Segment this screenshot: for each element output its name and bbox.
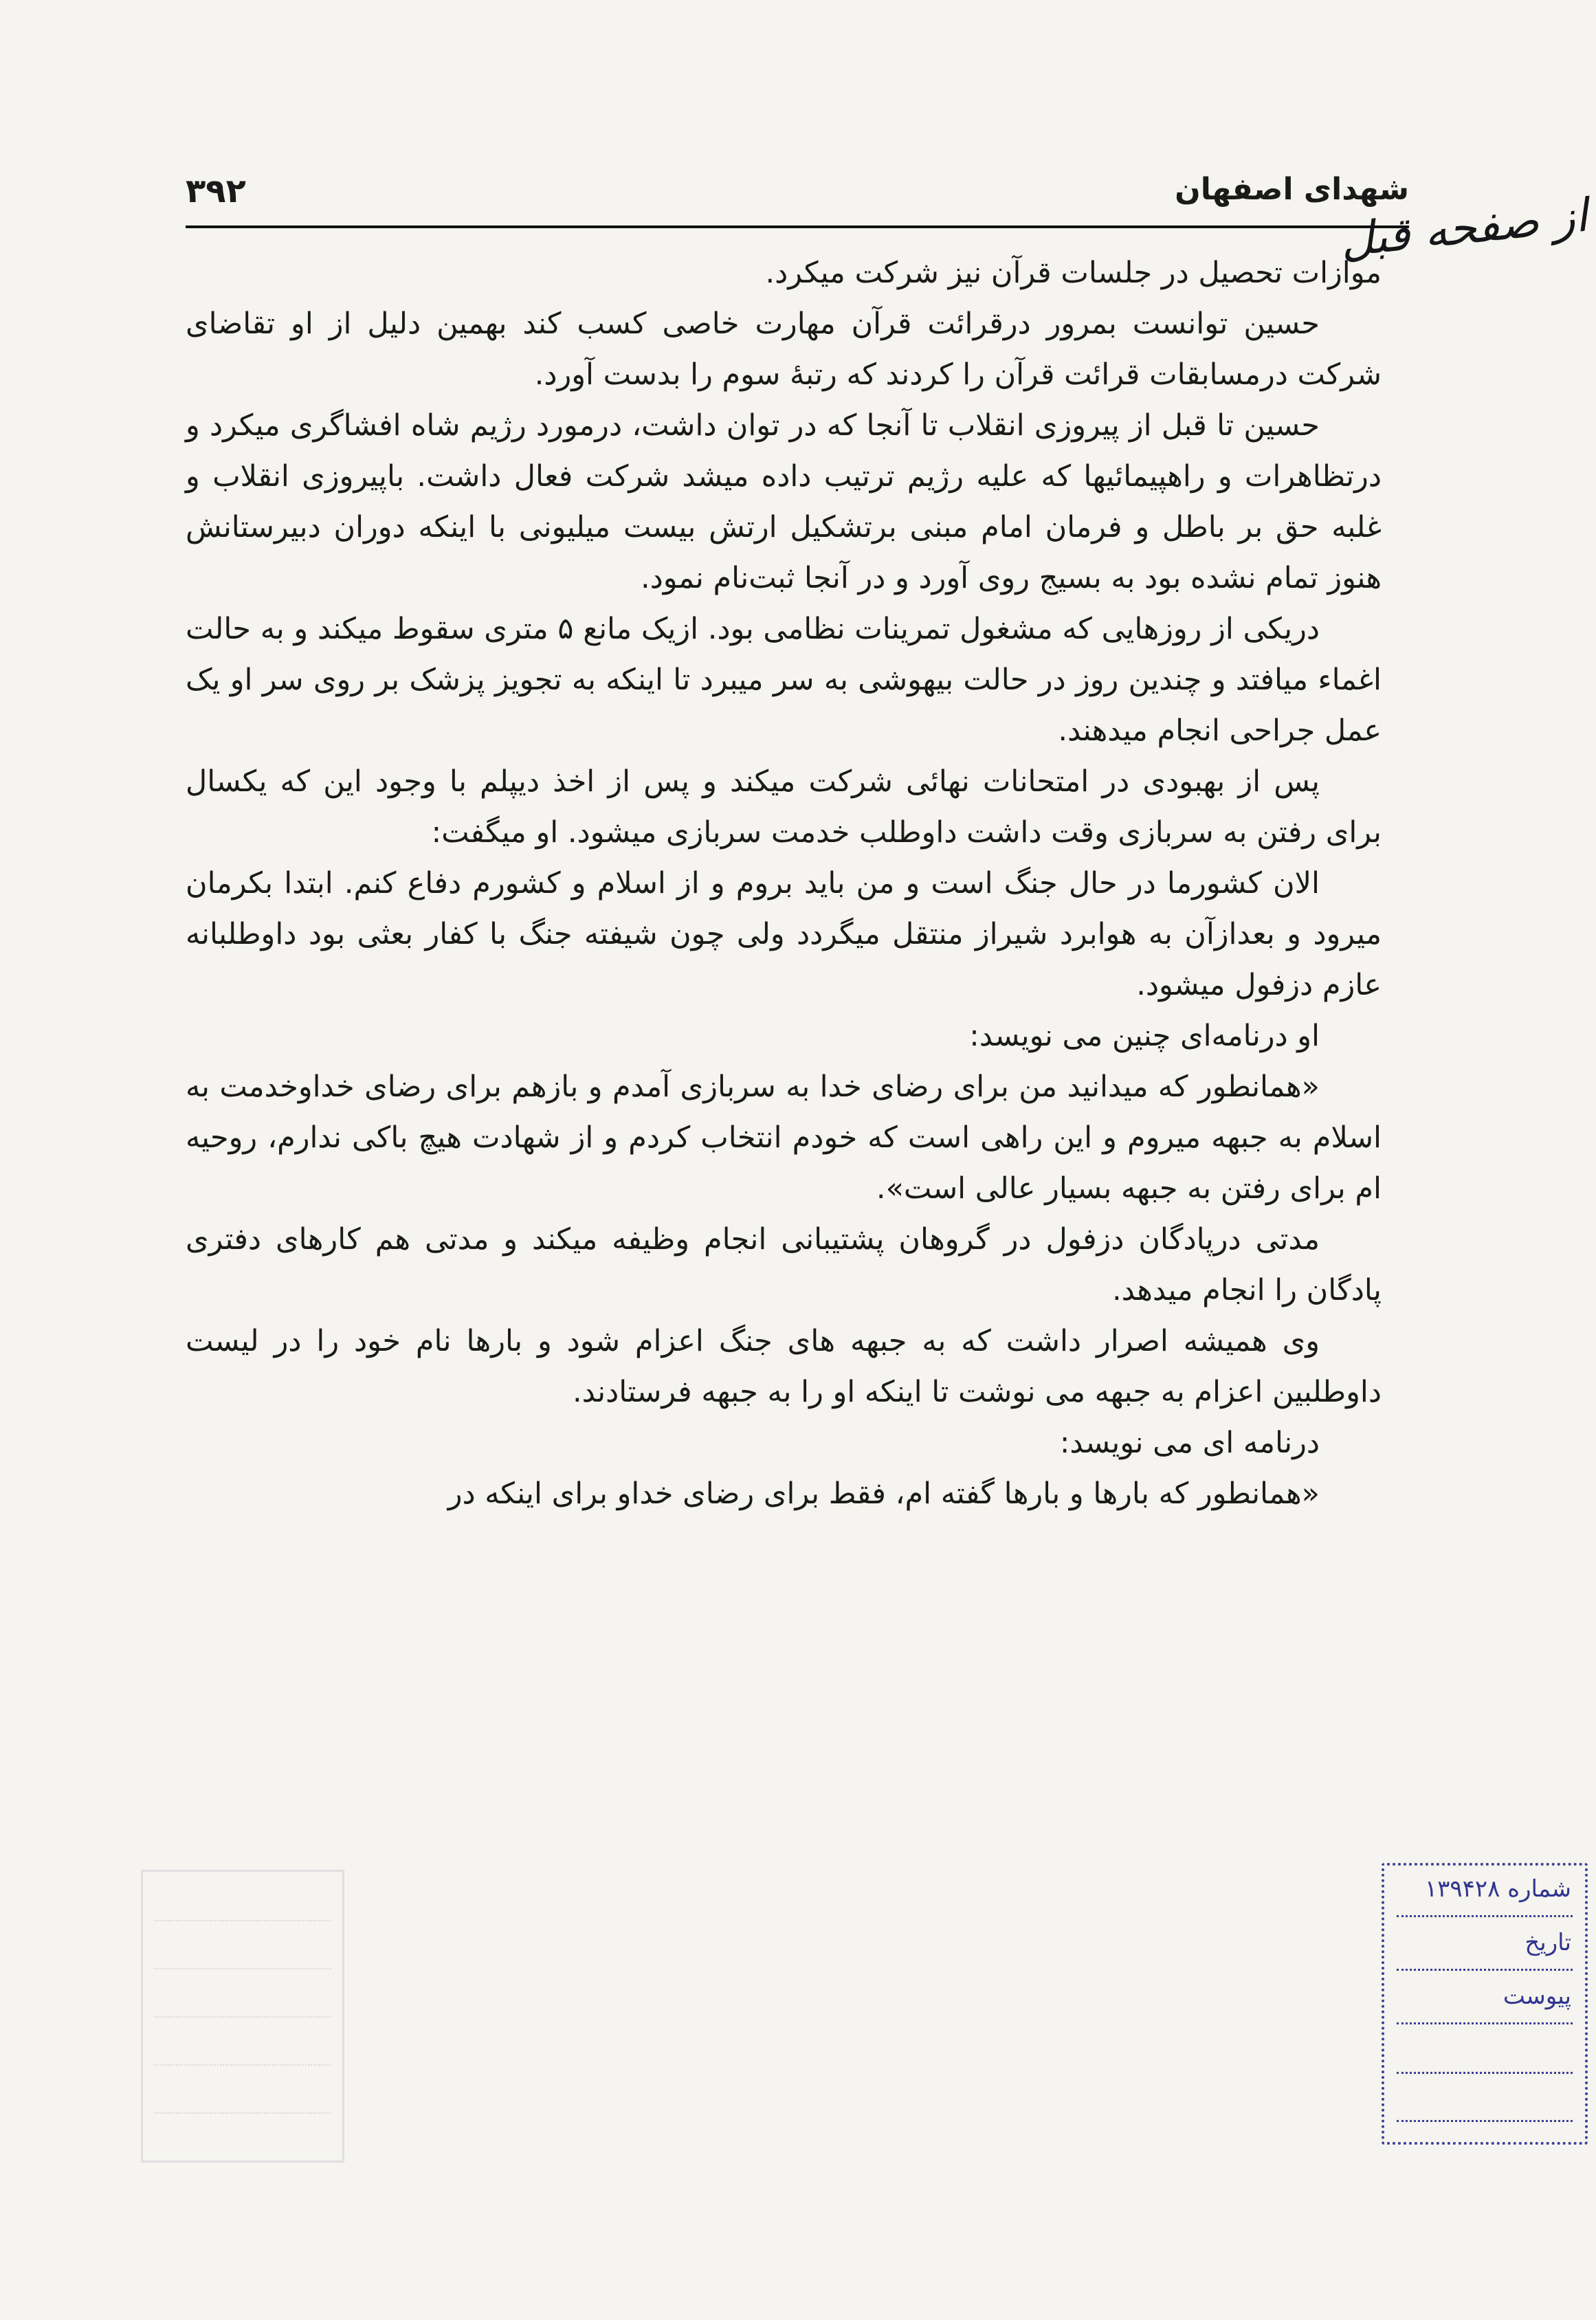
header-rule xyxy=(186,225,1409,228)
paragraph: وی همیشه اصرار داشت که به جبهه های جنگ اعزام شود و بارها نام خود را در لیست داوطلبین اعزام به جبهه می نوشت تا اینکه او را به جبهه فرستادند. xyxy=(186,1324,1382,1409)
stamp-number: شماره ۱۳۹۴۲۸ xyxy=(1424,1875,1571,1903)
paragraph: الان کشورما در حال جنگ است و من باید بروم و از اسلام و کشورم دفاع کنم. ابتدا بکرمان میرود و بعدازآن به هوابرد شیراز منتقل میگردد ولی چون شیفته جنگ با کفار بعثی بود داوطلبانه عازم دزفول میشود. xyxy=(186,866,1382,1002)
handwritten-margin-note: از صفحه قبل xyxy=(1338,188,1591,267)
stamp-date: تاریخ xyxy=(1525,1929,1571,1956)
paragraph: پس از بهبودی در امتحانات نهائی شرکت میکند و پس از اخذ دیپلم با وجود این که یکسال برای رفتن به سربازی وقت داشت داوطلب خدمت سربازی میشود. او میگفت: xyxy=(186,764,1382,850)
paragraph: «همانطور که بارها و بارها گفته ام، فقط برای رضای خداو برای اینکه در xyxy=(447,1477,1320,1511)
stamp-attachment: پیوست xyxy=(1503,1982,1571,2010)
faded-back-page-stamp xyxy=(141,1870,344,2163)
body-text xyxy=(186,247,1382,1519)
paragraph: مدتی درپادگان دزفول در گروهان پشتیبانی انجام وظیفه میکند و مدتی هم کارهای دفتری پادگان را انجام میدهد. xyxy=(186,1222,1382,1307)
paragraph: درنامه ای می نویسد: xyxy=(1059,1426,1320,1460)
paragraph: حسین توانست بمرور درقرائت قرآن مهارت خاصی کسب کند بهمین دلیل از او تقاضای شرکت درمسابقات قرائت قرآن را کردند که رتبهٔ سوم را بدست آورد. xyxy=(186,307,1382,392)
archive-stamp xyxy=(1382,1863,1588,2145)
paragraph: حسین تا قبل از پیروزی انقلاب تا آنجا که در توان داشت، درمورد رژیم شاه افشاگری میکرد و درتظاهرات و راهپیمائیها که علیه رژیم ترتیب داده میشد شرکت فعال داشت. باپیروزی انقلاب و غلبه حق بر باطل و فرمان امام مبنی برتشکیل ارتش بیست میلیونی با اینکه دوران دبیرستانش هنوز تمام نشده بود به بسیج روی آورد و در آنجا ثبت‌نام نمود. xyxy=(186,408,1382,595)
running-title: شهدای اصفهان xyxy=(1175,172,1409,207)
paragraph: او درنامه‌ای چنین می نویسد: xyxy=(969,1019,1320,1053)
paragraph: موازات تحصیل در جلسات قرآن نیز شرکت میکرد. xyxy=(765,256,1382,290)
page-header xyxy=(186,172,1409,227)
paragraph: دریکی از روزهایی که مشغول تمرینات نظامی بود. ازیک مانع ۵ متری سقوط میکند و به حالت اغماء میافتد و چندین روز در حالت بیهوشی به سر میبرد تا اینکه به تجویز پزشک بر روی سر او یک عمل جراحی انجام میدهند. xyxy=(186,612,1382,748)
paragraph: «همانطور که میدانید من برای رضای خدا به سربازی آمدم و بازهم برای رضای خداوخدمت به اسلام به جبهه میروم و این راهی است که خودم انتخاب کردم و از شهادت هیچ باکی ندارم، روحیه ام برای رفتن به جبهه بسیار عالی است». xyxy=(186,1070,1382,1206)
page-number: ۳۹۲ xyxy=(186,172,246,210)
